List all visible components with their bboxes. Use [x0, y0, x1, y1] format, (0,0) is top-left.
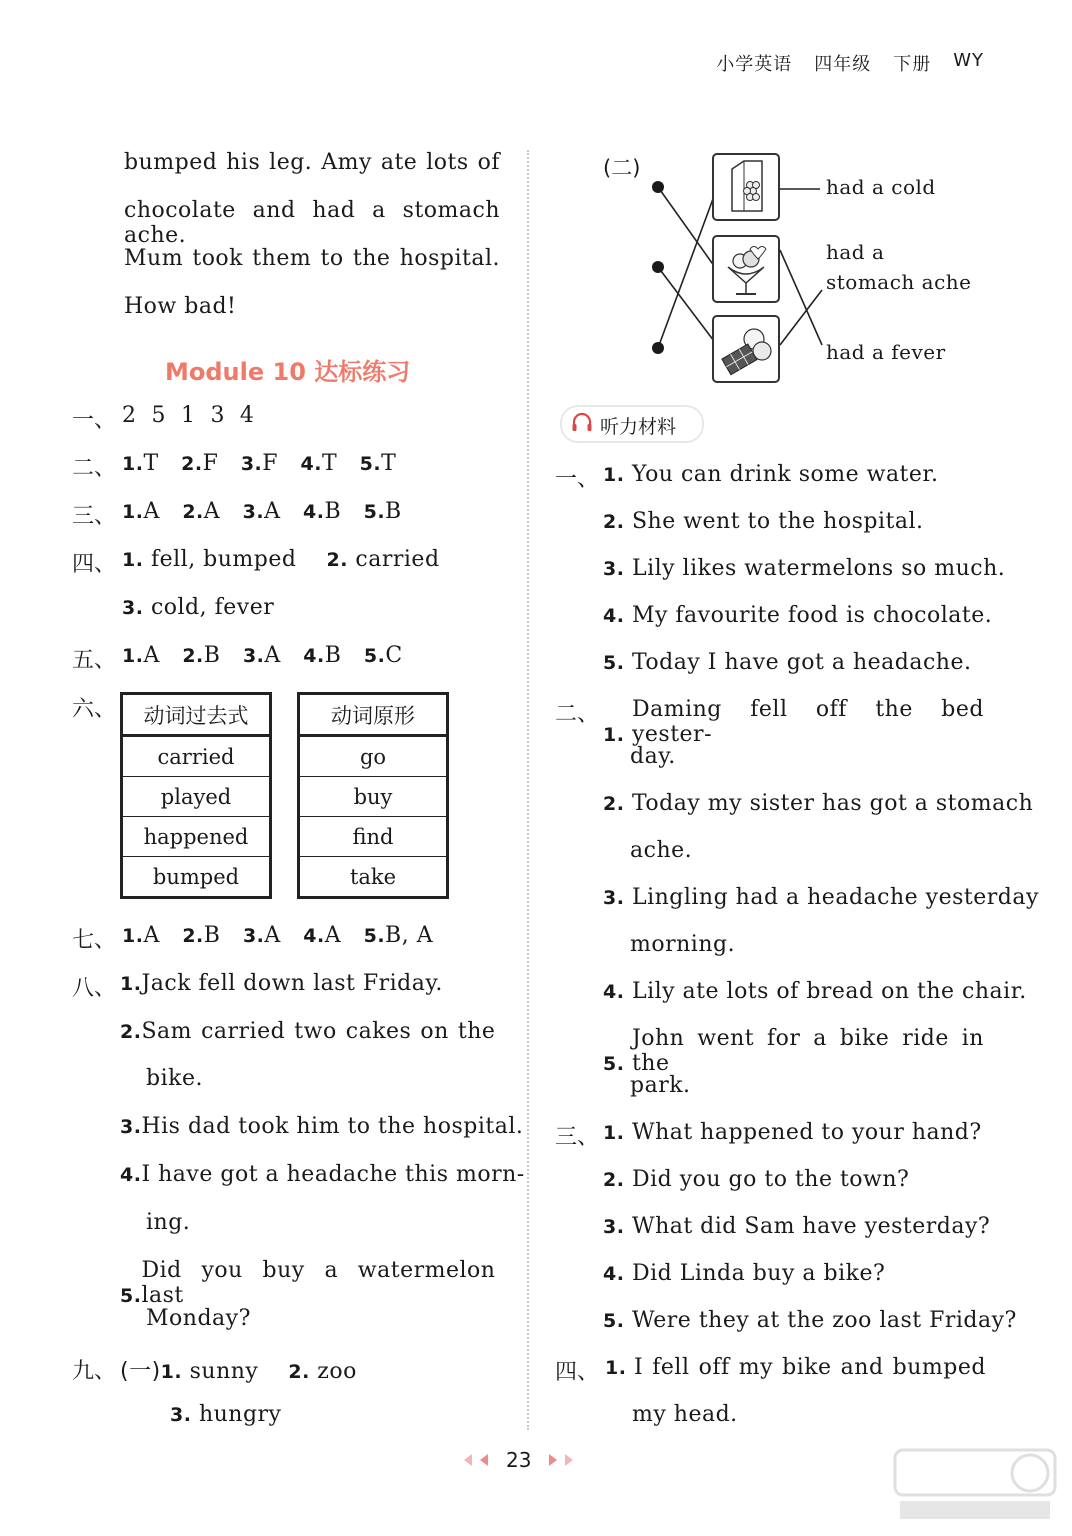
answer-row [122, 547, 440, 572]
answer-row [122, 595, 274, 620]
sentence-text: She went to the hospital. [631, 509, 924, 534]
next-page-icon[interactable] [543, 1453, 575, 1467]
section-label: 六、 [72, 697, 117, 722]
item-number: 5. [603, 1310, 625, 1332]
sentence-line [603, 1308, 1017, 1333]
sentence-line [120, 1258, 495, 1308]
answer-line: 2 5 1 3 4 [122, 403, 255, 428]
prev-page-icon[interactable] [462, 1453, 494, 1467]
item-number: 3. [242, 645, 265, 667]
item-number: 1. [603, 724, 625, 746]
item-answer: F [262, 451, 279, 476]
header-volume: 下册 [893, 54, 932, 75]
item-number: 1. [122, 549, 144, 571]
sentence-continuation: ing. [146, 1210, 191, 1235]
match-label: had a fever [826, 340, 946, 364]
intro-line: How bad! [124, 294, 237, 319]
sentence-line [120, 971, 443, 996]
item-number: 2. [182, 501, 204, 523]
item-answer: A [143, 923, 160, 948]
item-number: 3. [603, 887, 625, 909]
item-number: 4. [302, 501, 325, 523]
item-answer: B [385, 499, 402, 524]
item-number: 4. [303, 645, 325, 667]
item-answer: carried [355, 547, 440, 572]
sentence-continuation: park. [630, 1073, 691, 1098]
sentence-continuation: Monday? [146, 1306, 251, 1331]
item-number: 3. [240, 453, 263, 475]
match-dot [652, 342, 664, 354]
item-number: 1. [122, 501, 144, 523]
sentence-text: Today I have got a headache. [631, 650, 972, 675]
listening-badge [560, 405, 704, 443]
item-answer: A [264, 643, 281, 668]
item-number: 2. [603, 1169, 625, 1191]
item-number: 5. [603, 1053, 625, 1075]
sentence-text: His dad took him to the hospital. [141, 1114, 524, 1139]
sentence-line [603, 650, 971, 675]
part-label: (二) [603, 156, 641, 180]
sentence-text: Jack fell down last Friday. [141, 971, 443, 996]
table-cell: take [299, 857, 448, 898]
column-divider [527, 150, 529, 1430]
section-label: 七、 [72, 928, 117, 953]
sentence-text: Did you go to the town? [631, 1167, 910, 1192]
item-number: 3. [603, 558, 625, 580]
part-label: (一) [120, 1359, 161, 1384]
item-answer: C [385, 643, 403, 668]
listening-badge-label: 听力材料 [600, 416, 677, 438]
item-answer: B [203, 923, 221, 948]
item-number: 1. [603, 1122, 625, 1144]
sentence-text: Were they at the zoo last Friday? [631, 1308, 1017, 1333]
match-label: had a cold [826, 175, 936, 199]
item-number: 3. [122, 597, 144, 619]
item-answer: F [202, 451, 219, 476]
item-number: 2. [120, 1021, 142, 1043]
headphones-icon [570, 410, 594, 439]
item-number: 5. [120, 1285, 142, 1307]
section-label: 一、 [72, 408, 117, 433]
item-answer: T [143, 451, 159, 476]
sentence-text: What did Sam have yesterday? [631, 1214, 991, 1239]
match-dot [652, 181, 664, 193]
section-label: 三、 [72, 504, 117, 529]
answer-row [120, 1354, 357, 1385]
item-number: 4. [603, 605, 625, 627]
section-label: 二、 [555, 702, 600, 727]
table-cell: go [299, 736, 448, 777]
section-label: 九、 [72, 1359, 117, 1384]
table-cell: carried [122, 736, 271, 777]
section-label: 八、 [72, 976, 117, 1001]
item-answer: B [203, 643, 221, 668]
item-number: 2. [603, 793, 625, 815]
sentence-text: What happened to your hand? [631, 1120, 982, 1145]
item-number: 5. [363, 645, 386, 667]
answer-row [122, 643, 403, 668]
sentence-continuation: day. [630, 744, 676, 769]
section-label: 一、 [555, 467, 600, 492]
sentence-line [603, 1214, 990, 1239]
item-number: 3. [603, 1216, 625, 1238]
section-label: 五、 [72, 648, 117, 673]
sentence-text: Sam carried two cakes on the [141, 1019, 496, 1044]
intro-line: bumped his leg. Amy ate lots of [124, 150, 500, 175]
intro-line: chocolate and had a stomach ache. [124, 198, 500, 248]
item-answer: T [381, 451, 397, 476]
sentence-line [603, 1026, 984, 1076]
table-cell: bumped [122, 857, 271, 898]
intro-line: Mum took them to the hospital. [124, 246, 500, 271]
section-label: 三、 [555, 1125, 600, 1150]
item-number: 1. [122, 453, 144, 475]
sentence-text: My favourite food is chocolate. [631, 603, 993, 628]
sentence-line [603, 603, 992, 628]
sentence-text: Today my sister has got a stomach [631, 791, 1034, 816]
item-number: 5. [359, 453, 382, 475]
section-label: 二、 [72, 456, 117, 481]
table-cell: buy [299, 777, 448, 817]
item-number: 4. [603, 1263, 625, 1285]
item-answer: A [264, 923, 281, 948]
watermark-logo-icon [890, 1445, 1060, 1525]
sentence-line [603, 462, 939, 487]
table-header: 动词过去式 [122, 694, 271, 736]
item-number: 3. [120, 1116, 142, 1138]
page-header [716, 50, 984, 76]
sentence-line [603, 1120, 982, 1145]
header-edition: WY [953, 50, 984, 71]
item-answer: B [324, 499, 342, 524]
sentence-continuation: bike. [146, 1066, 203, 1091]
match-label: had a [826, 240, 885, 264]
item-answer: B [324, 643, 342, 668]
item-number: 1. [122, 645, 144, 667]
item-answer: cold, fever [150, 595, 275, 620]
item-number: 5. [363, 501, 386, 523]
page-number: 23 [506, 1448, 532, 1472]
match-dot [652, 261, 664, 273]
sentence-continuation: my head. [632, 1402, 738, 1427]
sentence-line [603, 885, 1039, 910]
sentence-line [603, 697, 984, 747]
item-answer: hungry [198, 1402, 282, 1427]
item-answer: sunny [189, 1359, 259, 1384]
base-form-table [297, 692, 449, 899]
item-number: 5. [603, 652, 625, 674]
header-grade: 四年级 [814, 54, 872, 75]
section-label: 四、 [72, 552, 117, 577]
answer-row [122, 451, 396, 476]
match-label: stomach ache [826, 270, 972, 294]
item-number: 1. [122, 925, 144, 947]
past-tense-table [120, 692, 272, 899]
module-title: Module 10 达标练习 [165, 358, 411, 386]
item-number: 1. [120, 973, 142, 995]
sentence-text: Daming fell off the bed yester- [631, 697, 984, 747]
item-answer: A [203, 499, 221, 524]
item-number: 4. [300, 453, 322, 475]
item-number: 3. [170, 1404, 192, 1426]
item-number: 5. [363, 925, 386, 947]
item-answer: A [324, 923, 342, 948]
sentence-text: Lily ate lots of bread on the chair. [631, 979, 1027, 1004]
item-number: 4. [120, 1164, 142, 1186]
sentence-continuation: ache. [630, 838, 693, 863]
sentence-line [603, 1261, 885, 1286]
sentence-text: Did you buy a watermelon last [141, 1258, 496, 1308]
sentence-line [120, 1019, 500, 1044]
sentence-text: John went for a bike ride in the [631, 1026, 984, 1076]
sentence-text: I fell off my bike and bumped [633, 1355, 986, 1380]
item-number: 1. [605, 1357, 627, 1379]
answer-row [122, 499, 402, 524]
item-answer: A [264, 499, 281, 524]
item-answer: zoo [317, 1359, 357, 1384]
item-answer: fell, bumped [150, 547, 297, 572]
sentence-continuation: morning. [630, 932, 736, 957]
milk-carton-grapes-icon [712, 153, 780, 221]
sentence-line [603, 791, 1033, 816]
item-number: 3. [242, 925, 265, 947]
sentence-line [603, 1167, 909, 1192]
item-number: 2. [326, 549, 348, 571]
item-answer: B, A [385, 923, 434, 948]
header-subject: 小学英语 [716, 54, 793, 75]
table-cell: happened [122, 817, 271, 857]
sentence-line [603, 979, 1027, 1004]
answer-row [122, 923, 433, 948]
section-label: 四、 [555, 1360, 600, 1385]
sentence-text: You can drink some water. [631, 462, 939, 487]
sentence-text: Lily likes watermelons so much. [631, 556, 1006, 581]
item-answer: A [143, 499, 160, 524]
chocolate-apples-icon [712, 315, 780, 383]
item-answer: T [321, 451, 338, 476]
item-number: 1. [603, 464, 625, 486]
item-number: 3. [242, 501, 265, 523]
table-header: 动词原形 [299, 694, 448, 736]
table-cell: find [299, 817, 448, 857]
sentence-text: Did Linda buy a bike? [631, 1261, 886, 1286]
item-number: 2. [181, 453, 203, 475]
answer-row [170, 1402, 282, 1427]
item-number: 4. [303, 925, 325, 947]
item-number: 4. [603, 981, 625, 1003]
sentence-line [120, 1162, 525, 1187]
sentence-line [603, 556, 1005, 581]
sentence-line [120, 1114, 523, 1139]
sentence-line [603, 509, 923, 534]
item-number: 2. [182, 925, 204, 947]
item-number: 2. [288, 1361, 310, 1383]
item-number: 1. [160, 1361, 183, 1383]
sentence-text: Lingling had a headache yesterday [631, 885, 1039, 910]
sentence-line [605, 1355, 986, 1380]
table-cell: played [122, 777, 271, 817]
item-number: 2. [182, 645, 204, 667]
ice-cream-sundae-icon [712, 235, 780, 303]
item-answer: A [143, 643, 160, 668]
page-footer [462, 1448, 575, 1472]
item-number: 2. [603, 511, 625, 533]
sentence-text: I have got a headache this morn- [141, 1162, 525, 1187]
